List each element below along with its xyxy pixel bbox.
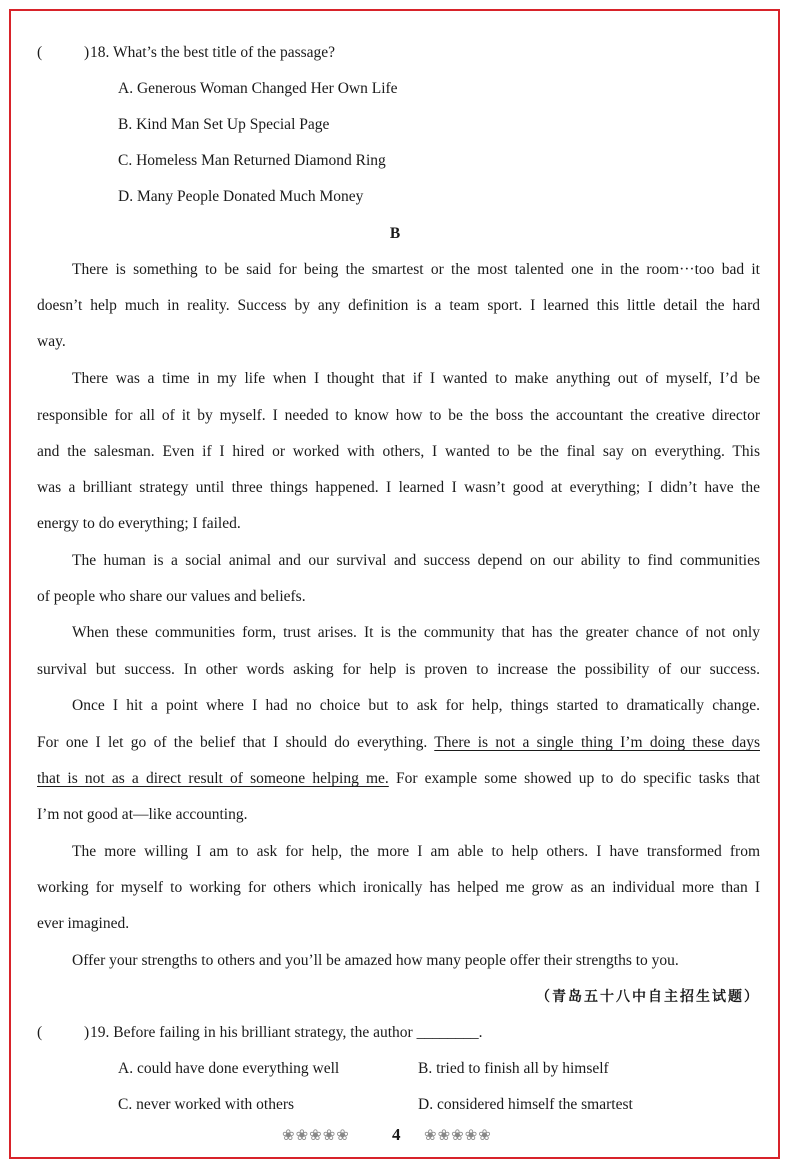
passage-text: doesn’t help much in reality. Success by any definition is a team sport. I learned this little detail the hard [37,297,760,314]
passage-text: There was a time in my life when I thought that if I wanted to make anything out of myself, I’d be [72,370,760,387]
passage-line [37,805,248,825]
q19-option-c: C. never worked with others [118,1096,295,1113]
q19-paren-close: ) [84,1024,90,1041]
passage-line [37,296,760,316]
q18-option-c: C. Homeless Man Returned Diamond Ring [118,152,386,169]
passage-text: Offer your strengths to others and you’ll be amazed how many people offer their strengths to you. [72,952,679,969]
passage-line [37,769,760,789]
passage-line [72,260,760,280]
passage-line [72,623,760,643]
passage-text: energy to do everything; I failed. [37,515,241,532]
passage-line [37,478,760,498]
passage-line [72,696,760,716]
passage-line [37,406,760,426]
q18-stem: 18. What’s the best title of the passage? [90,44,336,61]
passage-line [37,332,66,352]
passage-line [37,733,760,753]
q19-option-b: B. tried to finish all by himself [418,1060,609,1077]
section-heading: B [389,225,401,242]
passage-line [72,369,760,389]
q18-option-b: B. Kind Man Set Up Special Page [118,116,330,133]
q19-stem: 19. Before failing in his brilliant strategy, the author ________. [90,1024,483,1041]
passage-line [72,842,760,862]
passage-text: of people who share our values and beliefs. [37,588,306,605]
passage-text: Once I hit a point where I had no choice but to ask for help, things started to dramatically change. [72,697,760,714]
q19-option-a: A. could have done everything well [118,1060,340,1077]
q19-paren-open: ( [37,1024,43,1041]
passage-text: survival but success. In other words asking for help is proven to increase the possibility of our success. [37,661,760,678]
passage-line [37,878,760,898]
passage-text: The more willing I am to ask for help, the more I am able to help others. I have transformed from [72,843,760,860]
q18-paren-open: ( [37,44,43,61]
passage-text: ever imagined. [37,915,130,932]
q18-paren-close: ) [84,44,90,61]
page-number: 4 [392,1125,401,1144]
passage-text: There is something to be said for being the smartest or the most talented one in the room···too bad it [72,261,760,278]
source-note: （青岛五十八中自主招生试题） [536,989,760,1005]
passage-line [37,514,241,534]
passage-line [72,951,679,971]
passage-line [37,587,306,607]
passage-line [37,442,760,462]
q18-option-a: A. Generous Woman Changed Her Own Life [118,80,398,97]
footer-stars-left: ❀❀❀❀❀ [282,1128,350,1144]
underlined-sentence: There is not a single thing I’m doing these days [434,734,760,751]
passage-text: I’m not good at—like accounting. [37,806,248,823]
passage-line [37,914,129,934]
passage-text: The human is a social animal and our survival and success depend on our ability to find communities [72,552,760,569]
passage-text: way. [37,333,66,350]
passage-text: For one I let go of the belief that I should do everything. [37,734,435,751]
passage-text: When these communities form, trust arises. It is the community that has the greater chance of not only [72,624,760,641]
q19-option-d: D. considered himself the smartest [418,1096,633,1113]
passage-text: and the salesman. Even if I hired or worked with others, I wanted to be the final say on everything. This [37,443,760,460]
passage-line [37,660,760,680]
q18-option-d: D. Many People Donated Much Money [118,188,364,205]
footer-stars-right: ❀❀❀❀❀ [424,1128,492,1144]
passage-text: was a brilliant strategy until three things happened. I learned I wasn’t good at everything; I didn’t have the [37,479,760,496]
underlined-sentence: that is not as a direct result of someone helping me. [37,770,389,787]
passage-text: For example some showed up to do specific tasks that [388,770,760,787]
passage-text: working for myself to working for others which ironically has helped me grow as an individual more than I [37,879,760,896]
passage-text: responsible for all of it by myself. I needed to know how to be the boss the accountant the creative director [37,407,760,424]
passage-line [72,551,760,571]
